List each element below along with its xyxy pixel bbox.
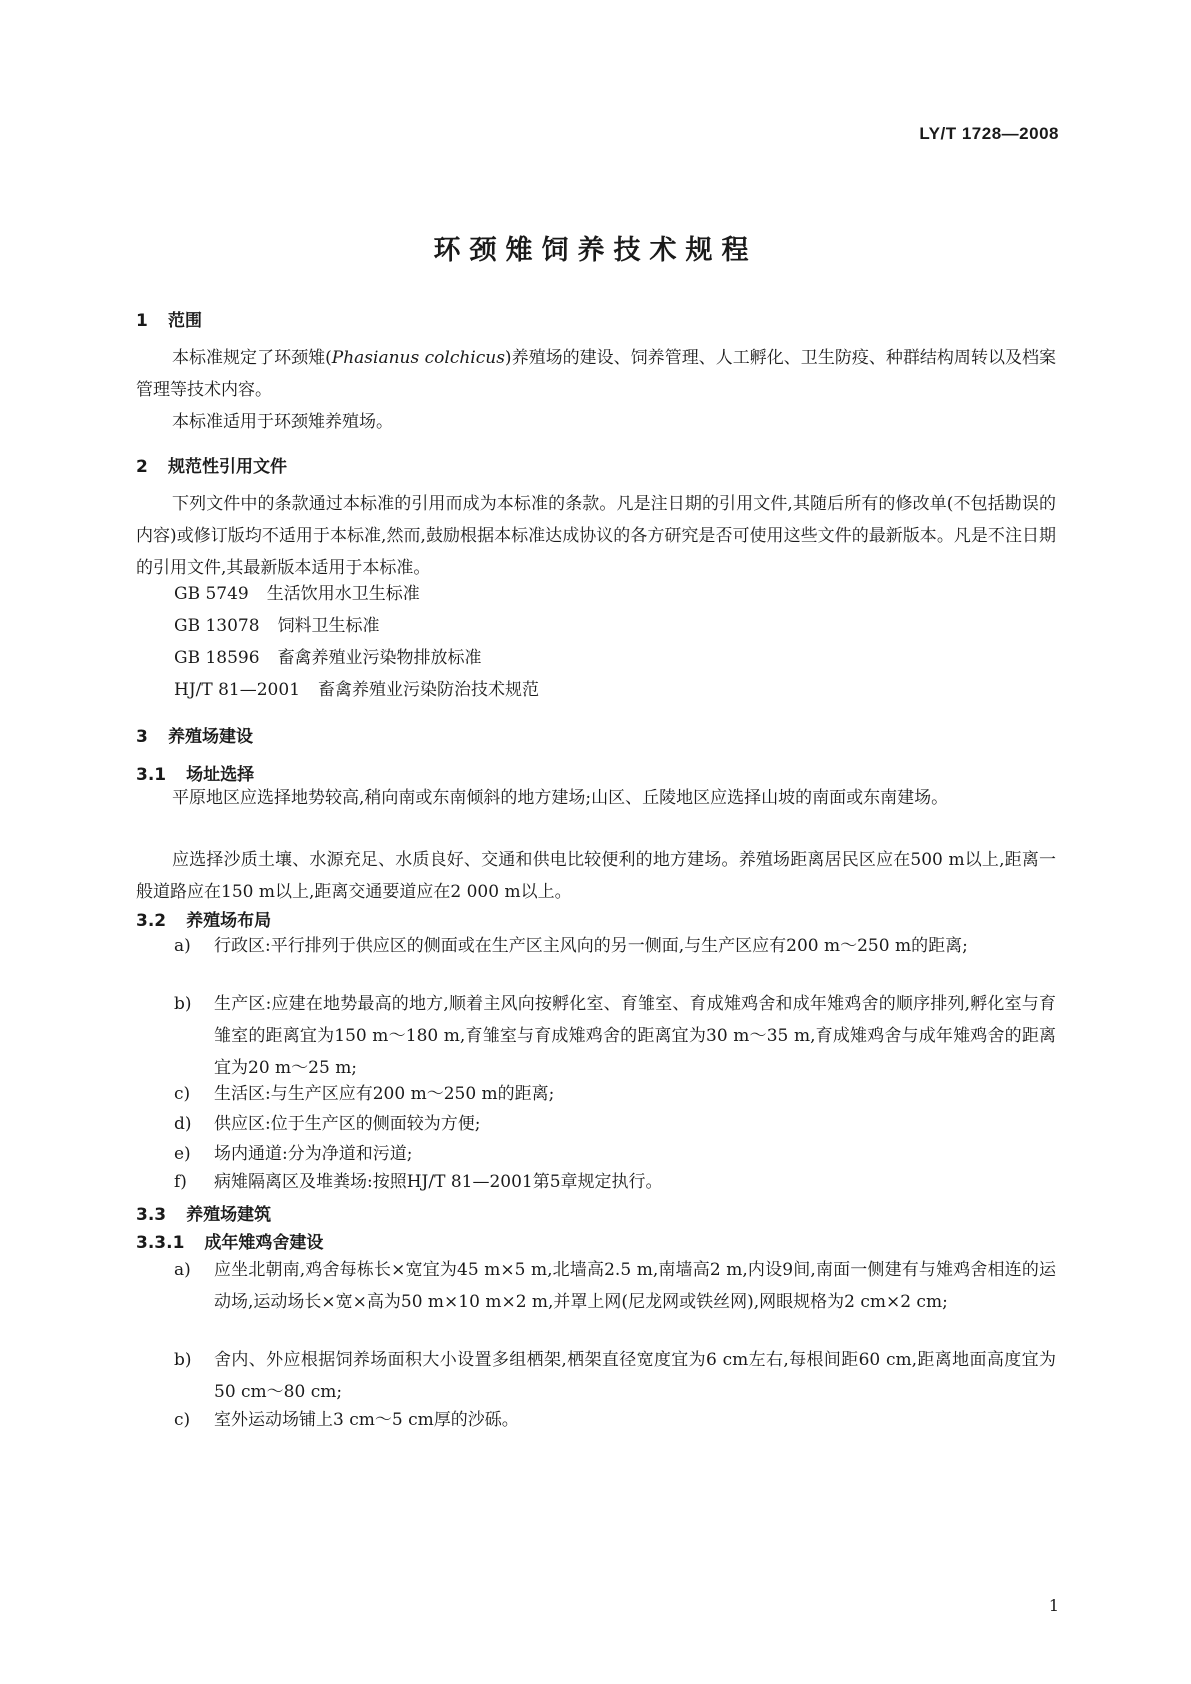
- reference-item: [174, 646, 482, 670]
- subsection-number: 3.3: [136, 1205, 167, 1225]
- item-text: 室外运动场铺上3 cm～5 cm厚的沙砾。: [214, 1410, 519, 1430]
- item-text: 场内通道:分为净道和污道;: [214, 1144, 413, 1164]
- reference-item: [174, 614, 380, 638]
- section-number: 2: [136, 457, 148, 477]
- item-text: 舍内、外应根据饲养场面积大小设置多组栖架,栖架直径宽度宜为6 cm左右,每根间距60 cm,距离地面高度宜为50 cm～80 cm;: [214, 1350, 1056, 1402]
- item-label: a): [174, 936, 191, 956]
- item-label: d): [174, 1114, 192, 1134]
- subsection-3-3-heading: [136, 1200, 271, 1225]
- item-text: 供应区:位于生产区的侧面较为方便;: [214, 1114, 481, 1134]
- subsection-number: 3.1: [136, 765, 167, 785]
- layout-item-d: [174, 1108, 1056, 1140]
- item-text: 生活区:与生产区应有200 m～250 m的距离;: [214, 1084, 555, 1104]
- item-text: 生产区:应建在地势最高的地方,顺着主风向按孵化室、育雏室、育成雉鸡舍和成年雉鸡舍的顺序排列,孵化室与育雏室的距离宜为150 m～180 m,育雏室与育成雉鸡舍的距离宜为30 m～35 m,育成雉鸡舍与成年雉鸡舍的距离宜为20 m～25 m;: [214, 994, 1056, 1078]
- reference-name: 饲料卫生标准: [277, 616, 380, 636]
- section-title: 范围: [168, 311, 202, 331]
- subsection-title: 养殖场建筑: [186, 1205, 272, 1225]
- layout-item-c: [174, 1078, 1056, 1110]
- item-text: 行政区:平行排列于供应区的侧面或在生产区主风向的另一侧面,与生产区应有200 m～250 m的距离;: [214, 936, 968, 956]
- subsection-title: 成年雉鸡舍建设: [204, 1233, 324, 1253]
- layout-item-b: [174, 988, 1056, 1084]
- section-number: 1: [136, 311, 148, 331]
- site-selection-paragraph-2: 应选择沙质土壤、水源充足、水质良好、交通和供电比较便利的地方建场。养殖场距离居民区应在500 m以上,距离一般道路应在150 m以上,距离交通要道应在2 000 m以上。: [136, 850, 1056, 902]
- item-label: c): [174, 1410, 191, 1430]
- item-label: b): [174, 994, 192, 1014]
- subsection-title: 养殖场布局: [186, 911, 272, 931]
- subsection-3-3-1-heading: [136, 1228, 323, 1253]
- henhouse-item-a: [174, 1254, 1056, 1318]
- reference-code: GB 18596: [174, 648, 260, 668]
- section-3-heading: [136, 722, 253, 747]
- section-number: 3: [136, 727, 148, 747]
- site-selection-paragraph-1: 平原地区应选择地势较高,稍向南或东南倾斜的地方建场;山区、丘陵地区应选择山坡的南面或东南建场。: [172, 788, 949, 808]
- scope-paragraph-1: [136, 342, 1056, 406]
- item-label: c): [174, 1084, 191, 1104]
- subsection-title: 场址选择: [186, 765, 255, 785]
- reference-item: [174, 582, 420, 606]
- subsection-number: 3.2: [136, 911, 167, 931]
- section-1-heading: [136, 306, 202, 331]
- item-text: 病雉隔离区及堆粪场:按照HJ/T 81—2001第5章规定执行。: [214, 1172, 663, 1192]
- page-number: 1: [1048, 1596, 1059, 1615]
- latin-name: Phasianus colchicus: [331, 348, 505, 368]
- standard-number: LY/T 1728—2008: [919, 124, 1059, 143]
- item-label: e): [174, 1144, 191, 1164]
- section-title: 养殖场建设: [168, 727, 253, 747]
- scope-paragraph-2: 本标准适用于环颈雉养殖场。: [172, 412, 393, 432]
- item-label: a): [174, 1260, 191, 1280]
- reference-code: HJ/T 81—2001: [174, 680, 301, 700]
- layout-item-f: [174, 1166, 1056, 1198]
- item-text: 应坐北朝南,鸡舍每栋长×宽宜为45 m×5 m,北墙高2.5 m,南墙高2 m,内设9间,南面一侧建有与雉鸡舍相连的运动场,运动场长×宽×高为50 m×10 m×2 m,并罩上网(尼龙网或铁丝网),网眼规格为2 cm×2 cm;: [214, 1260, 1056, 1312]
- subsection-3-2-heading: [136, 906, 271, 931]
- item-label: f): [174, 1172, 187, 1192]
- item-label: b): [174, 1350, 192, 1370]
- reference-item: [174, 678, 539, 702]
- henhouse-item-b: [174, 1344, 1056, 1408]
- reference-code: GB 13078: [174, 616, 260, 636]
- section-2-heading: [136, 452, 287, 477]
- henhouse-item-c: [174, 1404, 1056, 1436]
- section-title: 规范性引用文件: [168, 457, 287, 477]
- document-title: 环颈雉饲养技术规程: [433, 235, 758, 266]
- subsection-number: 3.3.1: [136, 1233, 185, 1253]
- reference-name: 畜禽养殖业污染物排放标准: [277, 648, 482, 668]
- text-run: 本标准规定了环颈雉(: [172, 348, 332, 368]
- reference-name: 畜禽养殖业污染防治技术规范: [318, 680, 540, 700]
- reference-name: 生活饮用水卫生标准: [266, 584, 420, 604]
- text-run: )养殖场的建设、饲养管理、人工孵化、卫生防疫、种群结构周转以及档案管理等技术内容。: [136, 348, 1056, 400]
- reference-code: GB 5749: [174, 584, 249, 604]
- normative-references-paragraph: 下列文件中的条款通过本标准的引用而成为本标准的条款。凡是注日期的引用文件,其随后所有的修改单(不包括勘误的内容)或修订版均不适用于本标准,然而,鼓励根据本标准达成协议的各方研究是否可使用这些文件的最新版本。凡是不注日期的引用文件,其最新版本适用于本标准。: [136, 494, 1056, 578]
- layout-item-a: [174, 930, 1056, 962]
